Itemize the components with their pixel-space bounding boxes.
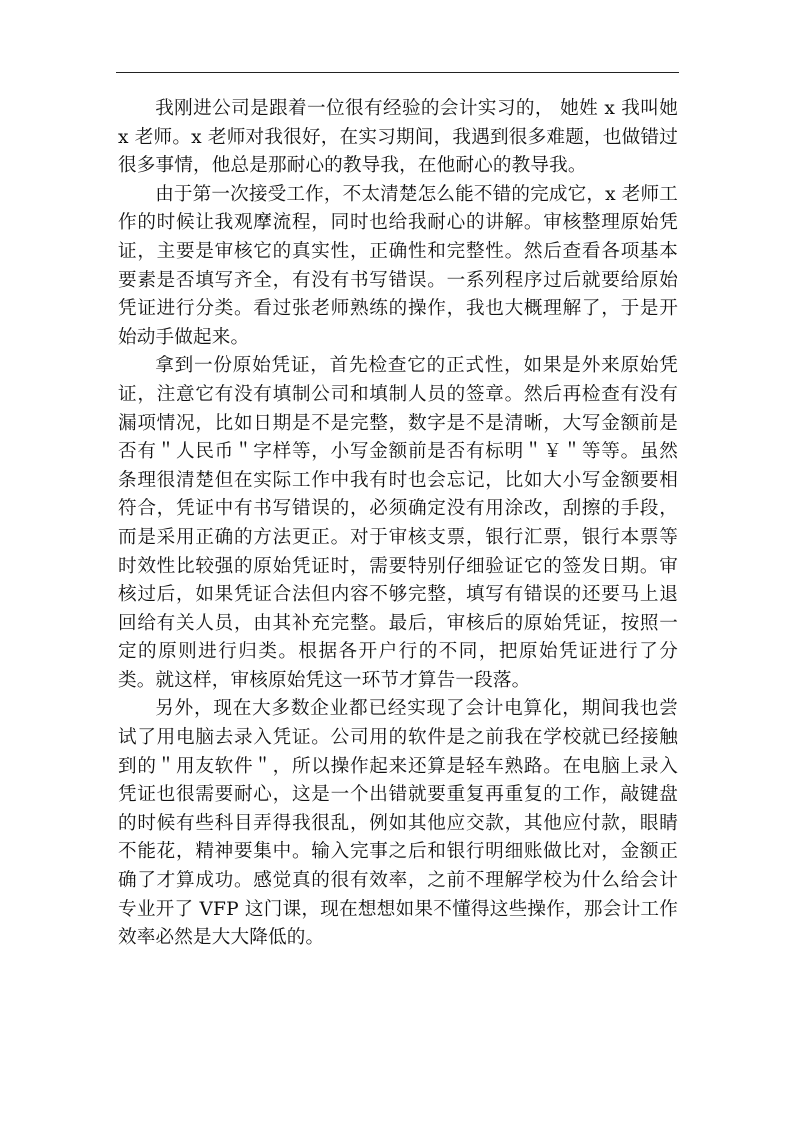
header-rule bbox=[116, 72, 679, 73]
paragraph-3: 拿到一份原始凭证，首先检查它的正式性，如果是外来原始凭证，注意它有没有填制公司和填制人员的签章。然后再检查有没有漏项情况，比如日期是不是完整，数字是不是清晰，大写金额前是否有＂人民币＂字样等，小写金额前是否有标明＂￥＂等等。虽然条理很清楚但在实际工作中我有时也会忘记，比如大小写金额要相符合，凭证中有书写错误的，必须确定没有用涂改，刮擦的手段，而是采用正确的方法更正。对于审核支票，银行汇票，银行本票等时效性比较强的原始凭证时，需要特别仔细验证它的签发日期。审核过后，如果凭证合法但内容不够完整，填写有错误的还要马上退回给有关人员，由其补充完整。最后，审核后的原始凭证，按照一定的原则进行归类。根据各开户行的不同，把原始凭证进行了分类。就这样，审核原始凭这一环节才算告一段落。 bbox=[118, 355, 678, 691]
paragraph-1: 我刚进公司是跟着一位很有经验的会计实习的， 她姓 x 我叫她 x 老师。x 老师对我很好，在实习期间，我遇到很多难题，也做错过很多事情，他总是那耐心的教导我，在他耐心的教导我。 bbox=[118, 98, 678, 177]
document-body bbox=[118, 95, 678, 953]
paragraph-2: 由于第一次接受工作，不太清楚怎么能不错的完成它，x 老师工作的时候让我观摩流程，同时也给我耐心的讲解。审核整理原始凭证，主要是审核它的真实性，正确性和完整性。然后查看各项基本要素是否填写齐全，有没有书写错误。一系列程序过后就要给原始凭证进行分类。看过张老师熟练的操作，我也大概理解了，于是开始动手做起来。 bbox=[118, 183, 678, 348]
paragraph-4: 另外，现在大多数企业都已经实现了会计电算化，期间我也尝试了用电脑去录入凭证。公司用的软件是之前我在学校就已经接触到的＂用友软件＂，所以操作起来还算是轻车熟路。在电脑上录入凭证也很需要耐心，这是一个出错就要重复再重复的工作，敲键盘的时候有些科目弄得我很乱，例如其他应交款，其他应付款，眼睛不能花，精神要集中。输入完事之后和银行明细账做比对，金额正确了才算成功。感觉真的很有效率，之前不理解学校为什么给会计专业开了 VFP 这门课，现在想想如果不懂得这些操作，那会计工作效率必然是大大降低的。 bbox=[118, 698, 678, 949]
